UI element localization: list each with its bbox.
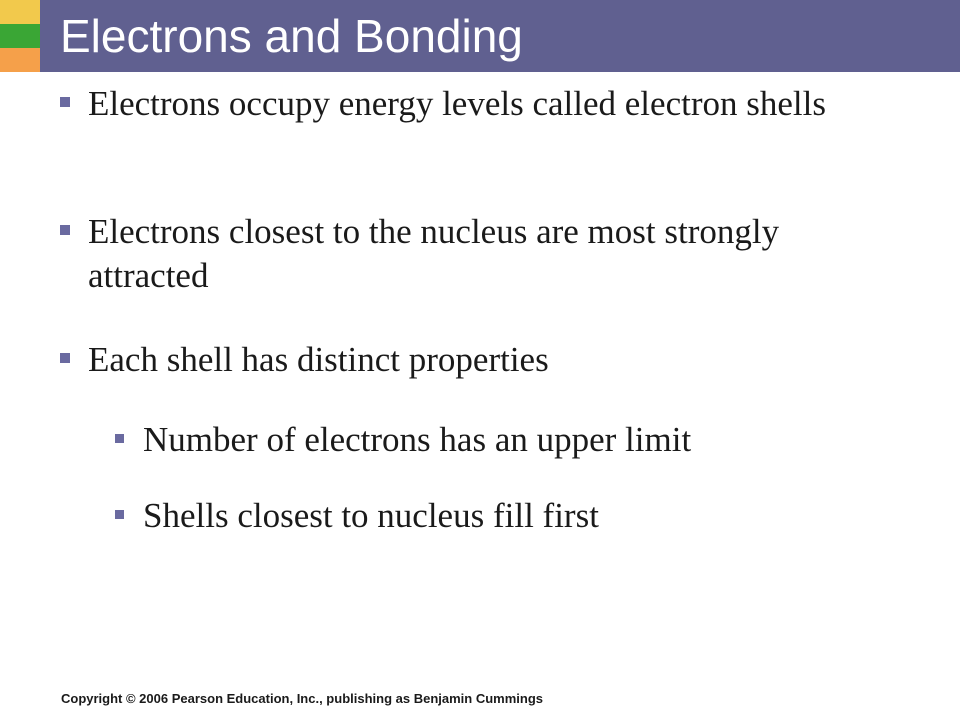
bullet-text: Electrons closest to the nucleus are most strongly attracted <box>88 212 780 295</box>
square-bullet-icon <box>115 510 124 519</box>
slide-title: Electrons and Bonding <box>60 10 523 62</box>
square-bullet-icon <box>60 225 70 235</box>
bullet-item <box>60 82 900 126</box>
square-bullet-icon <box>60 353 70 363</box>
bullet-text: Electrons occupy energy levels called electron shells <box>88 84 826 123</box>
accent-orange-block <box>0 48 40 72</box>
sub-bullet-item <box>115 494 915 538</box>
square-bullet-icon <box>115 434 124 443</box>
square-bullet-icon <box>60 97 70 107</box>
sub-bullet-text: Shells closest to nucleus fill first <box>143 496 599 535</box>
copyright-footer: Copyright © 2006 Pearson Education, Inc., publishing as Benjamin Cummings <box>61 691 543 706</box>
accent-green-block <box>0 24 40 48</box>
sub-bullet-text: Number of electrons has an upper limit <box>143 420 692 459</box>
bullet-item <box>60 338 900 382</box>
bullet-text: Each shell has distinct properties <box>88 340 549 379</box>
sub-bullet-item <box>115 418 915 462</box>
accent-yellow-block <box>0 0 40 24</box>
bullet-item <box>60 210 900 298</box>
